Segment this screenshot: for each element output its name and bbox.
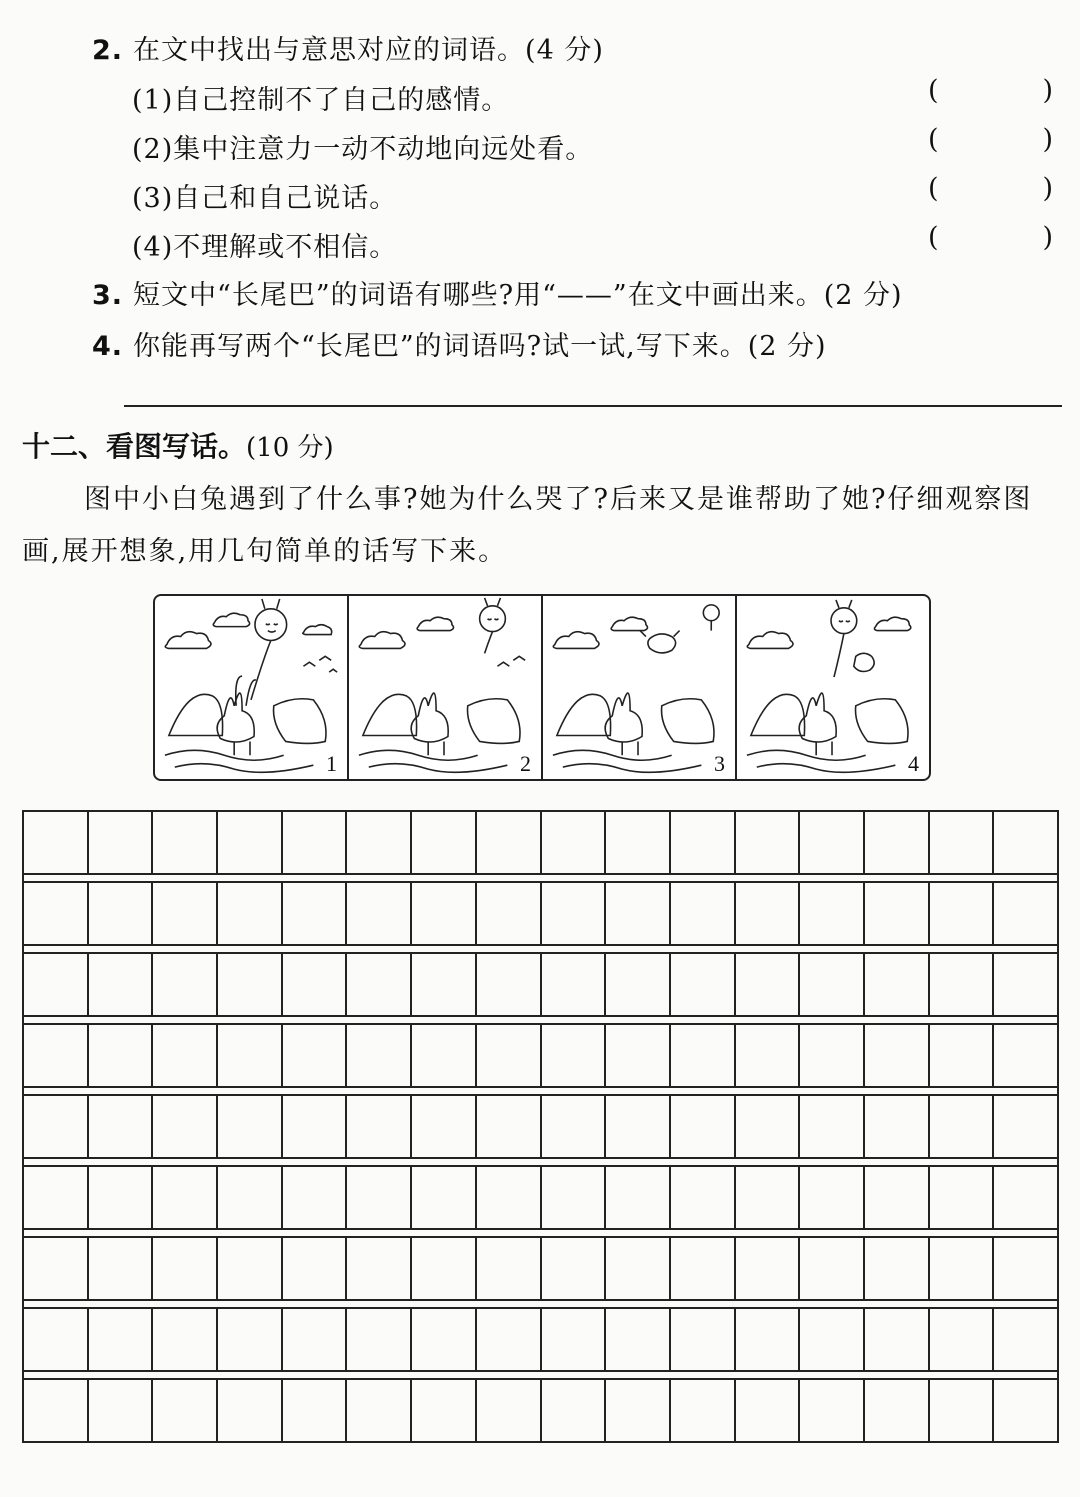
q2-item-3: (3)自己和自己说话。 bbox=[132, 183, 398, 214]
grid-cell[interactable] bbox=[412, 1025, 477, 1086]
grid-cell[interactable] bbox=[800, 883, 865, 944]
grid-cell[interactable] bbox=[865, 1238, 930, 1299]
grid-cell[interactable] bbox=[477, 1096, 542, 1157]
grid-cell[interactable] bbox=[865, 1309, 930, 1370]
grid-cell[interactable] bbox=[542, 1380, 607, 1441]
q2-item-2: (2)集中注意力一动不动地向远处看。 bbox=[132, 134, 594, 165]
grid-cell[interactable] bbox=[412, 1380, 477, 1441]
grid-cell[interactable] bbox=[671, 1238, 736, 1299]
grid-cell[interactable] bbox=[153, 883, 218, 944]
grid-cell[interactable] bbox=[865, 883, 930, 944]
grid-cell[interactable] bbox=[347, 1025, 412, 1086]
grid-cell[interactable] bbox=[24, 883, 89, 944]
paren-close: ) bbox=[1042, 124, 1053, 155]
question-3-number: 3. bbox=[92, 280, 124, 311]
grid-cell[interactable] bbox=[89, 1309, 154, 1370]
grid-cell[interactable] bbox=[347, 1167, 412, 1228]
grid-cell[interactable] bbox=[671, 1167, 736, 1228]
grid-cell[interactable] bbox=[412, 954, 477, 1015]
grid-cell[interactable] bbox=[89, 883, 154, 944]
grid-cell[interactable] bbox=[89, 1380, 154, 1441]
grid-cell[interactable] bbox=[800, 1380, 865, 1441]
rabbit-balloon-illustration-1 bbox=[155, 596, 347, 779]
grid-row bbox=[24, 883, 1057, 946]
grid-cell[interactable] bbox=[283, 1309, 348, 1370]
grid-cell[interactable] bbox=[218, 1309, 283, 1370]
paren-open: ( bbox=[928, 75, 939, 106]
picture-panel-1 bbox=[155, 596, 349, 779]
grid-cell[interactable] bbox=[218, 954, 283, 1015]
grid-cell[interactable] bbox=[671, 812, 736, 873]
rabbit-balloon-illustration-3 bbox=[543, 596, 735, 779]
grid-cell[interactable] bbox=[283, 954, 348, 1015]
grid-cell[interactable] bbox=[153, 1238, 218, 1299]
grid-cell[interactable] bbox=[994, 1238, 1057, 1299]
grid-cell[interactable] bbox=[930, 1238, 995, 1299]
grid-cell[interactable] bbox=[994, 1309, 1057, 1370]
grid-cell[interactable] bbox=[800, 1167, 865, 1228]
grid-cell[interactable] bbox=[283, 1025, 348, 1086]
grid-cell[interactable] bbox=[736, 1025, 801, 1086]
section-12-score: (10 分) bbox=[246, 433, 334, 463]
grid-cell[interactable] bbox=[930, 1025, 995, 1086]
panel-number-3: 3 bbox=[714, 751, 725, 776]
grid-cell[interactable] bbox=[542, 1238, 607, 1299]
grid-cell[interactable] bbox=[153, 1309, 218, 1370]
grid-cell[interactable] bbox=[218, 812, 283, 873]
grid-cell[interactable] bbox=[736, 812, 801, 873]
grid-cell[interactable] bbox=[347, 883, 412, 944]
question-2 bbox=[92, 28, 604, 67]
picture-panel-4 bbox=[737, 596, 929, 779]
grid-cell[interactable] bbox=[930, 1380, 995, 1441]
grid-cell[interactable] bbox=[606, 1096, 671, 1157]
grid-cell[interactable] bbox=[89, 1096, 154, 1157]
picture-panel-2 bbox=[349, 596, 543, 779]
grid-cell[interactable] bbox=[800, 1309, 865, 1370]
grid-row-gap bbox=[24, 1159, 1057, 1167]
grid-cell[interactable] bbox=[542, 1167, 607, 1228]
grid-cell[interactable] bbox=[800, 954, 865, 1015]
grid-cell[interactable] bbox=[412, 1238, 477, 1299]
grid-cell[interactable] bbox=[347, 1380, 412, 1441]
grid-cell[interactable] bbox=[606, 954, 671, 1015]
grid-cell[interactable] bbox=[542, 883, 607, 944]
writing-grid[interactable] bbox=[22, 810, 1059, 1443]
grid-cell[interactable] bbox=[347, 1096, 412, 1157]
grid-cell[interactable] bbox=[800, 1025, 865, 1086]
grid-cell[interactable] bbox=[218, 1096, 283, 1157]
grid-cell[interactable] bbox=[153, 1096, 218, 1157]
grid-cell[interactable] bbox=[736, 1380, 801, 1441]
grid-cell[interactable] bbox=[347, 812, 412, 873]
paren-open: ( bbox=[928, 173, 939, 204]
grid-cell[interactable] bbox=[994, 1025, 1057, 1086]
grid-cell[interactable] bbox=[994, 1167, 1057, 1228]
grid-cell[interactable] bbox=[412, 1309, 477, 1370]
grid-cell[interactable] bbox=[477, 1380, 542, 1441]
grid-cell[interactable] bbox=[930, 812, 995, 873]
grid-cell[interactable] bbox=[671, 883, 736, 944]
grid-row bbox=[24, 1096, 1057, 1159]
grid-cell[interactable] bbox=[736, 1167, 801, 1228]
grid-cell[interactable] bbox=[153, 1025, 218, 1086]
grid-cell[interactable] bbox=[736, 1309, 801, 1370]
grid-cell[interactable] bbox=[347, 1309, 412, 1370]
grid-cell[interactable] bbox=[930, 1167, 995, 1228]
grid-row bbox=[24, 1380, 1057, 1441]
grid-cell[interactable] bbox=[283, 812, 348, 873]
grid-cell[interactable] bbox=[606, 812, 671, 873]
grid-cell[interactable] bbox=[24, 1238, 89, 1299]
grid-cell[interactable] bbox=[89, 1238, 154, 1299]
grid-cell[interactable] bbox=[477, 812, 542, 873]
q2-item-4: (4)不理解或不相信。 bbox=[132, 232, 398, 263]
section-12-prompt: 图中小白兔遇到了什么事?她为什么哭了?后来又是谁帮助了她?仔细观察图画,展开想象,用几句简单的话写下来。 bbox=[22, 484, 1033, 567]
grid-cell[interactable] bbox=[865, 812, 930, 873]
grid-cell[interactable] bbox=[606, 1167, 671, 1228]
rabbit-balloon-illustration-2 bbox=[349, 596, 541, 779]
grid-row-gap bbox=[24, 1230, 1057, 1238]
grid-cell[interactable] bbox=[24, 1380, 89, 1441]
grid-cell[interactable] bbox=[283, 1096, 348, 1157]
grid-cell[interactable] bbox=[218, 883, 283, 944]
grid-cell[interactable] bbox=[218, 1025, 283, 1086]
grid-cell[interactable] bbox=[542, 954, 607, 1015]
grid-cell[interactable] bbox=[994, 883, 1057, 944]
grid-cell[interactable] bbox=[153, 954, 218, 1015]
grid-cell[interactable] bbox=[412, 883, 477, 944]
question-2-number: 2. bbox=[92, 35, 124, 66]
grid-cell[interactable] bbox=[994, 812, 1057, 873]
panel-number-2: 2 bbox=[520, 751, 531, 776]
question-4-text: 你能再写两个“长尾巴”的词语吗?试一试,写下来。(2 分) bbox=[133, 331, 827, 362]
grid-cell[interactable] bbox=[994, 1380, 1057, 1441]
grid-cell[interactable] bbox=[671, 1380, 736, 1441]
paren-open: ( bbox=[928, 222, 939, 253]
grid-cell[interactable] bbox=[477, 1167, 542, 1228]
grid-cell[interactable] bbox=[930, 1096, 995, 1157]
q2-answer-2[interactable] bbox=[928, 124, 1053, 155]
grid-row-gap bbox=[24, 875, 1057, 883]
grid-row-gap bbox=[24, 1301, 1057, 1309]
grid-cell[interactable] bbox=[477, 954, 542, 1015]
q2-answer-4[interactable] bbox=[928, 222, 1053, 253]
grid-cell[interactable] bbox=[865, 1096, 930, 1157]
rabbit-balloon-illustration-4 bbox=[737, 596, 929, 779]
grid-cell[interactable] bbox=[994, 954, 1057, 1015]
section-12-title bbox=[22, 425, 334, 465]
picture-panel-3 bbox=[543, 596, 737, 779]
grid-cell[interactable] bbox=[930, 883, 995, 944]
grid-cell[interactable] bbox=[671, 1309, 736, 1370]
grid-cell[interactable] bbox=[347, 954, 412, 1015]
grid-cell[interactable] bbox=[736, 1096, 801, 1157]
grid-cell[interactable] bbox=[218, 1380, 283, 1441]
grid-cell[interactable] bbox=[24, 954, 89, 1015]
q2-answer-3[interactable] bbox=[928, 173, 1053, 204]
grid-cell[interactable] bbox=[89, 954, 154, 1015]
grid-row bbox=[24, 1309, 1057, 1372]
grid-cell[interactable] bbox=[412, 812, 477, 873]
grid-cell[interactable] bbox=[606, 1380, 671, 1441]
grid-cell[interactable] bbox=[283, 883, 348, 944]
grid-row bbox=[24, 1238, 1057, 1301]
grid-row-gap bbox=[24, 946, 1057, 954]
grid-cell[interactable] bbox=[218, 1238, 283, 1299]
grid-cell[interactable] bbox=[153, 812, 218, 873]
grid-cell[interactable] bbox=[930, 1309, 995, 1370]
grid-cell[interactable] bbox=[671, 1096, 736, 1157]
paren-open: ( bbox=[928, 124, 939, 155]
grid-cell[interactable] bbox=[542, 1309, 607, 1370]
grid-cell[interactable] bbox=[542, 812, 607, 873]
grid-cell[interactable] bbox=[153, 1167, 218, 1228]
grid-cell[interactable] bbox=[800, 1238, 865, 1299]
grid-cell[interactable] bbox=[477, 1238, 542, 1299]
grid-cell[interactable] bbox=[477, 1025, 542, 1086]
question-4 bbox=[92, 324, 827, 363]
panel-number-1: 1 bbox=[326, 751, 337, 776]
grid-cell[interactable] bbox=[865, 1167, 930, 1228]
grid-cell[interactable] bbox=[736, 954, 801, 1015]
grid-cell[interactable] bbox=[671, 954, 736, 1015]
grid-cell[interactable] bbox=[542, 1096, 607, 1157]
grid-row bbox=[24, 1167, 1057, 1230]
grid-cell[interactable] bbox=[283, 1380, 348, 1441]
paren-close: ) bbox=[1042, 75, 1053, 106]
grid-cell[interactable] bbox=[218, 1167, 283, 1228]
question-4-number: 4. bbox=[92, 331, 124, 362]
q2-item-1: (1)自己控制不了自己的感情。 bbox=[132, 85, 510, 116]
grid-cell[interactable] bbox=[606, 883, 671, 944]
grid-cell[interactable] bbox=[606, 1238, 671, 1299]
grid-cell[interactable] bbox=[89, 1025, 154, 1086]
paren-close: ) bbox=[1042, 173, 1053, 204]
grid-cell[interactable] bbox=[865, 1025, 930, 1086]
grid-cell[interactable] bbox=[736, 1238, 801, 1299]
q2-answer-1[interactable] bbox=[928, 75, 1053, 106]
grid-cell[interactable] bbox=[24, 812, 89, 873]
question-3-text: 短文中“长尾巴”的词语有哪些?用“——”在文中画出来。(2 分) bbox=[133, 280, 903, 311]
grid-cell[interactable] bbox=[865, 954, 930, 1015]
grid-row bbox=[24, 812, 1057, 875]
grid-cell[interactable] bbox=[930, 954, 995, 1015]
grid-cell[interactable] bbox=[24, 1025, 89, 1086]
grid-cell[interactable] bbox=[865, 1380, 930, 1441]
grid-cell[interactable] bbox=[24, 1096, 89, 1157]
grid-row bbox=[24, 954, 1057, 1017]
grid-cell[interactable] bbox=[477, 883, 542, 944]
grid-row-gap bbox=[24, 1088, 1057, 1096]
paren-close: ) bbox=[1042, 222, 1053, 253]
picture-strip bbox=[153, 594, 931, 781]
grid-cell[interactable] bbox=[153, 1380, 218, 1441]
grid-row-gap bbox=[24, 1017, 1057, 1025]
panel-number-4: 4 bbox=[908, 751, 919, 776]
question-2-text: 在文中找出与意思对应的词语。(4 分) bbox=[133, 35, 604, 66]
section-divider bbox=[124, 405, 1062, 407]
grid-cell[interactable] bbox=[994, 1096, 1057, 1157]
grid-row-gap bbox=[24, 1372, 1057, 1380]
grid-cell[interactable] bbox=[736, 883, 801, 944]
grid-cell[interactable] bbox=[800, 1096, 865, 1157]
grid-cell[interactable] bbox=[24, 1309, 89, 1370]
grid-cell[interactable] bbox=[89, 1167, 154, 1228]
grid-cell[interactable] bbox=[283, 1167, 348, 1228]
grid-cell[interactable] bbox=[89, 812, 154, 873]
grid-row bbox=[24, 1025, 1057, 1088]
grid-cell[interactable] bbox=[606, 1025, 671, 1086]
grid-cell[interactable] bbox=[412, 1167, 477, 1228]
grid-cell[interactable] bbox=[671, 1025, 736, 1086]
grid-cell[interactable] bbox=[24, 1167, 89, 1228]
grid-cell[interactable] bbox=[283, 1238, 348, 1299]
grid-cell[interactable] bbox=[412, 1096, 477, 1157]
grid-cell[interactable] bbox=[606, 1309, 671, 1370]
grid-cell[interactable] bbox=[542, 1025, 607, 1086]
grid-cell[interactable] bbox=[800, 812, 865, 873]
section-12-heading-text: 十二、看图写话。 bbox=[22, 430, 247, 463]
grid-cell[interactable] bbox=[347, 1238, 412, 1299]
question-3 bbox=[92, 273, 903, 312]
grid-cell[interactable] bbox=[477, 1309, 542, 1370]
